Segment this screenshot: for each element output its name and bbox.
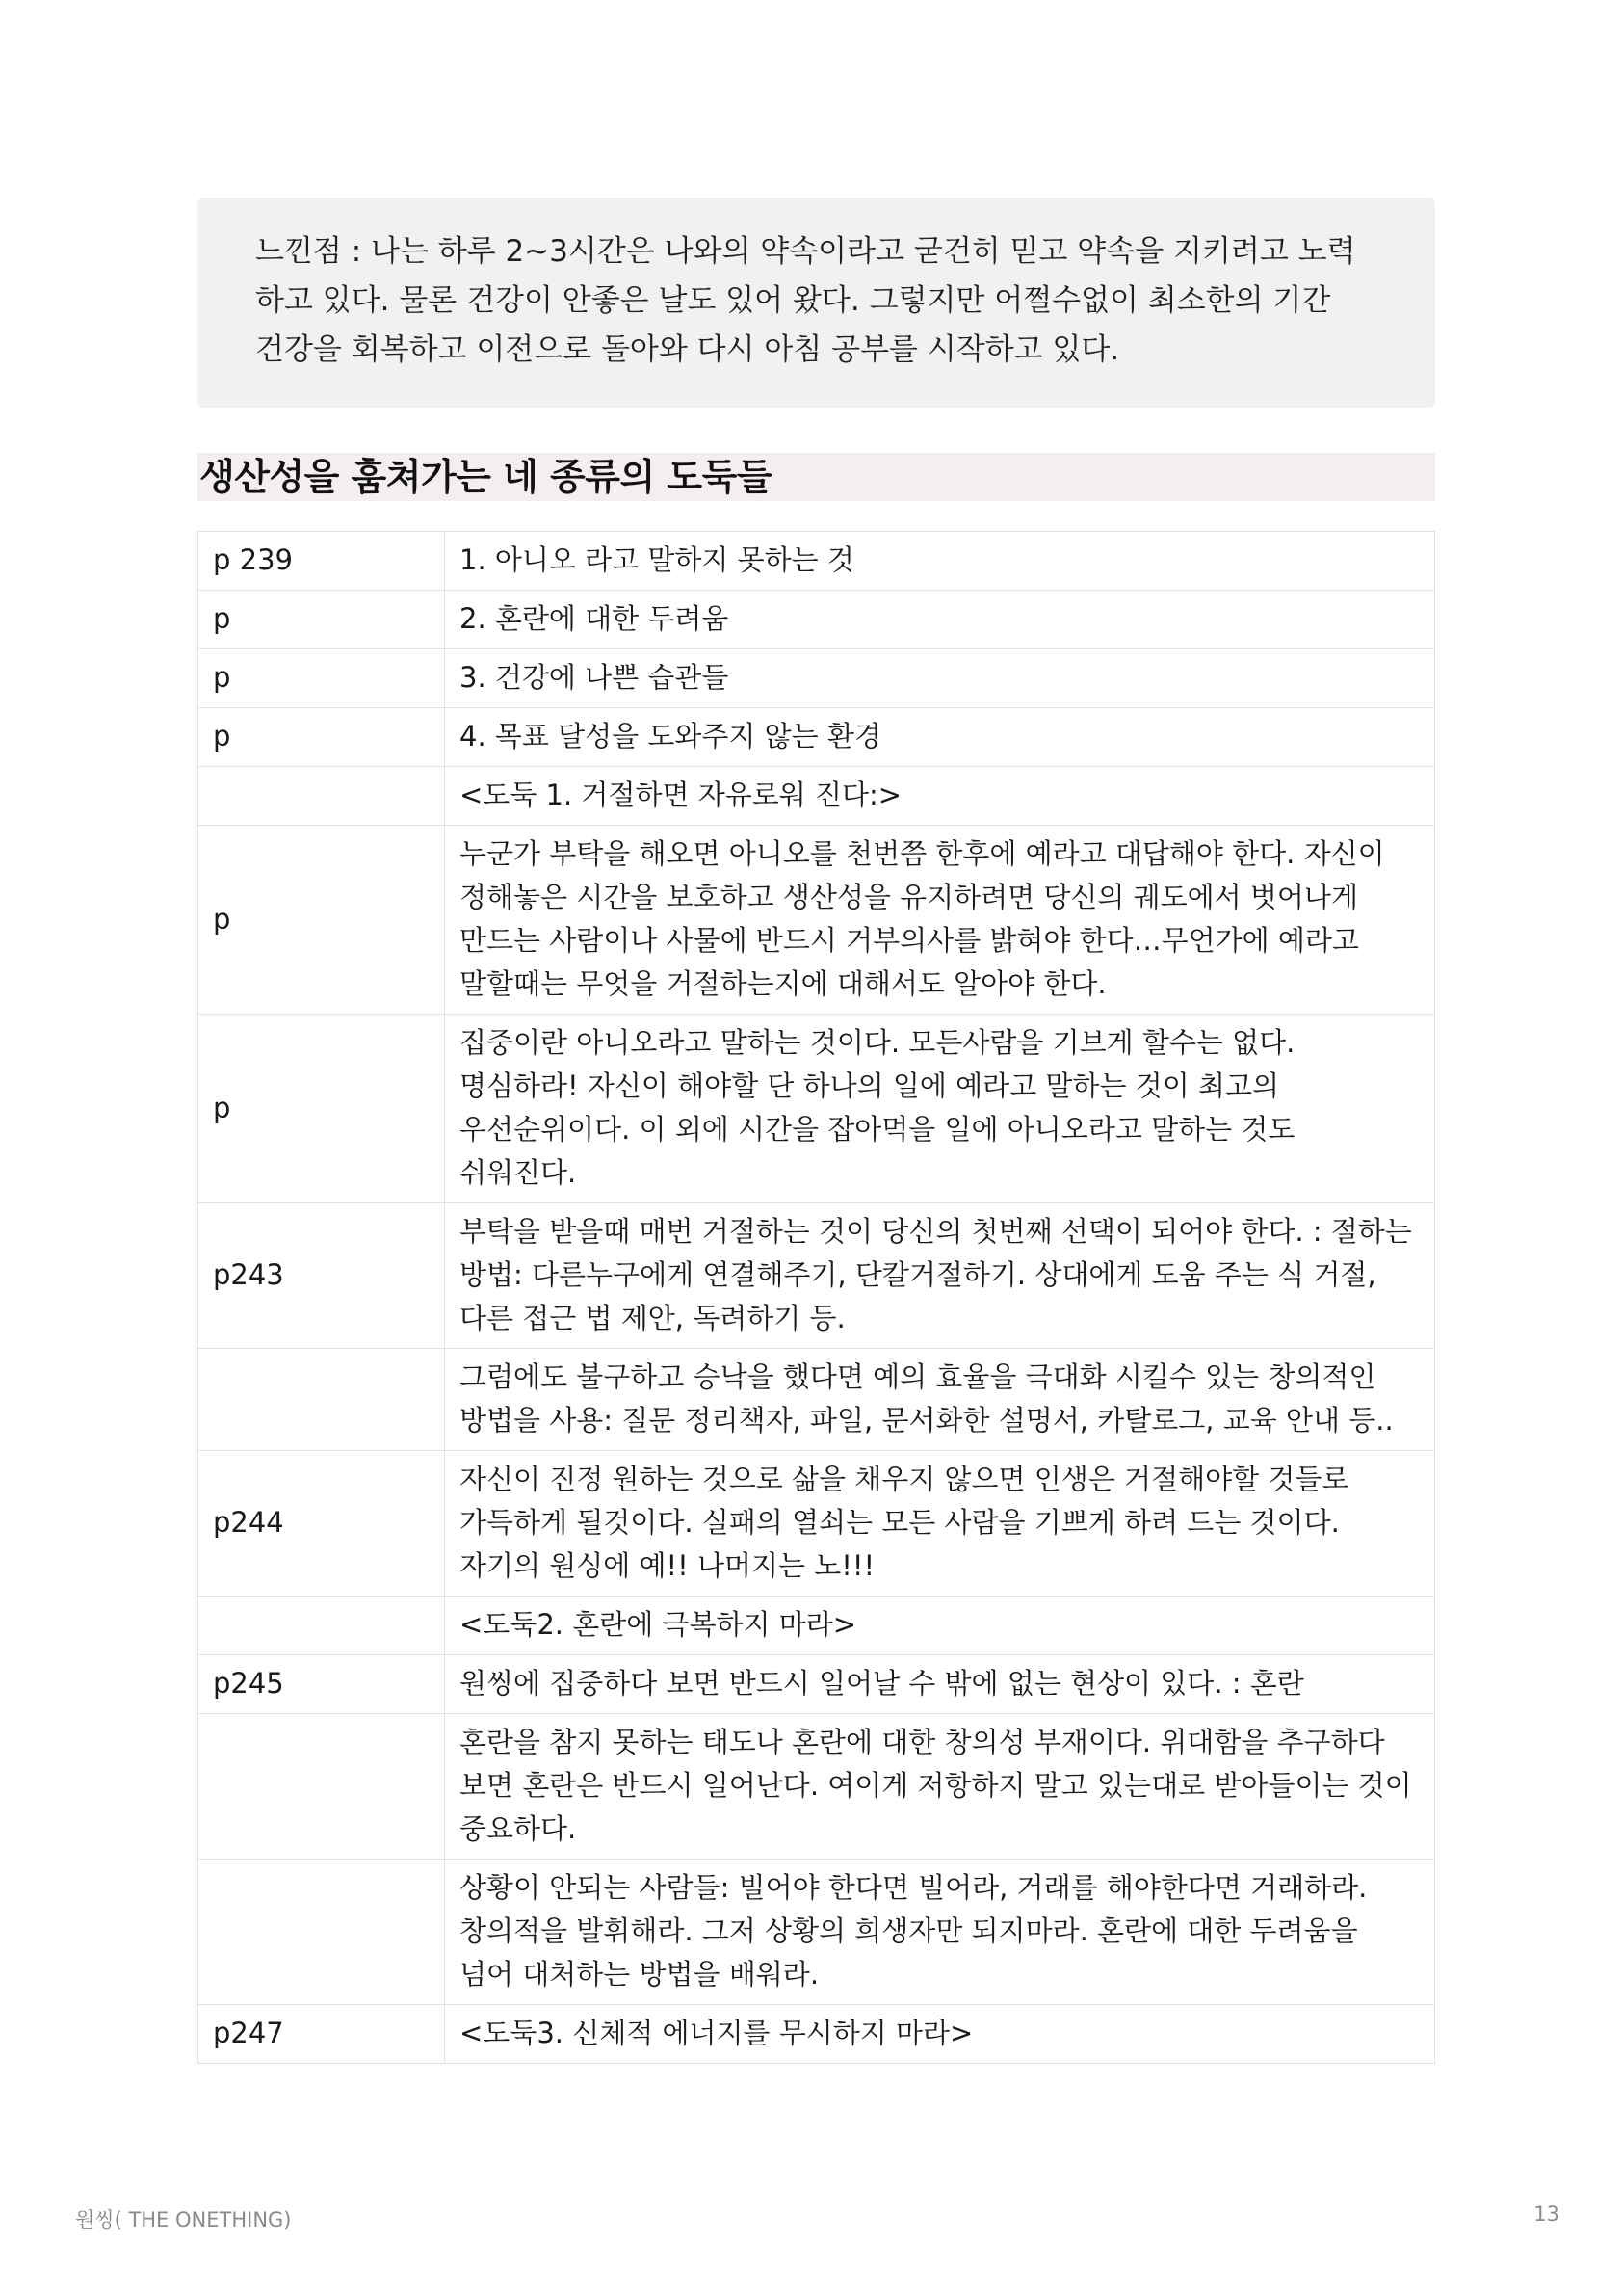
note-text: 자신이 진정 원하는 것으로 삶을 채우지 않으면 인생은 거절해야할 것들로 가득하게 될것이다. 실패의 열쇠는 모든 사람을 기쁘게 하려 드는 것이다. 자기의 원싱에 예!! 나머지는 노!!!	[445, 1451, 1435, 1597]
note-text: 원씽에 집중하다 보면 반드시 일어날 수 밖에 없는 현상이 있다. : 혼란	[445, 1655, 1435, 1714]
table-row	[198, 1451, 1435, 1597]
page-ref: p	[198, 1015, 445, 1203]
page-ref: p245	[198, 1655, 445, 1714]
page-ref: p	[198, 826, 445, 1015]
page-ref	[198, 1860, 445, 2005]
table-row	[198, 591, 1435, 649]
callout-line: 느낀점 : 나는 하루 2~3시간은 나와의 약속이라고 굳건히 믿고 약속을 지키려고 노력	[255, 234, 1356, 269]
note-text: <도둑2. 혼란에 극복하지 마라>	[445, 1597, 1435, 1655]
note-text: 3. 건강에 나쁜 습관들	[445, 649, 1435, 708]
table-row	[198, 767, 1435, 826]
note-text: 4. 목표 달성을 도와주지 않는 환경	[445, 708, 1435, 767]
page-ref: p244	[198, 1451, 445, 1597]
page-ref	[198, 1714, 445, 1860]
table-row	[198, 1655, 1435, 1714]
table-row	[198, 1597, 1435, 1655]
page-number: 13	[1533, 2203, 1559, 2226]
callout-line: 건강을 회복하고 이전으로 돌아와 다시 아침 공부를 시작하고 있다.	[255, 332, 1120, 367]
note-text: <도둑3. 신체적 에너지를 무시하지 마라>	[445, 2005, 1435, 2064]
page-ref	[198, 1349, 445, 1451]
table-row	[198, 1015, 1435, 1203]
table-row	[198, 2005, 1435, 2064]
page-ref: p	[198, 708, 445, 767]
callout-line: 하고 있다. 물론 건강이 안좋은 날도 있어 왔다. 그렇지만 어쩔수없이 최소한의 기간	[255, 283, 1331, 318]
note-text: 2. 혼란에 대한 두려움	[445, 591, 1435, 649]
note-text: 집중이란 아니오라고 말하는 것이다. 모든사람을 기브게 할수는 없다. 명심하라! 자신이 해야할 단 하나의 일에 예라고 말하는 것이 최고의 우선순위이다. 이 외에 시간을 잡아먹을 일에 아니오라고 말하는 것도 쉬워진다.	[445, 1015, 1435, 1203]
footer-title: 원씽( THE ONETHING)	[75, 2208, 292, 2231]
notes-table	[197, 531, 1435, 2064]
table-row	[198, 649, 1435, 708]
table-row	[198, 1203, 1435, 1349]
page-ref: p243	[198, 1203, 445, 1349]
table-row	[198, 708, 1435, 767]
page-ref: p 239	[198, 532, 445, 591]
note-text: 누군가 부탁을 해오면 아니오를 천번쯤 한후에 예라고 대답해야 한다. 자신이 정해놓은 시간을 보호하고 생산성을 유지하려면 당신의 궤도에서 벗어나게 만드는 사람이나 사물에 반드시 거부의사를 밝혀야 한다…무언가에 예라고 말할때는 무엇을 거절하는지에 대해서도 알아야 한다.	[445, 826, 1435, 1015]
table-row	[198, 1349, 1435, 1451]
reflection-callout	[197, 198, 1435, 408]
page-ref: p247	[198, 2005, 445, 2064]
section-heading: 생산성을 훔쳐가는 네 종류의 도둑들	[197, 453, 1435, 501]
page-ref	[198, 1597, 445, 1655]
table-row	[198, 1860, 1435, 2005]
table-row	[198, 532, 1435, 591]
table-row	[198, 826, 1435, 1015]
page-ref: p	[198, 649, 445, 708]
note-text: <도둑 1. 거절하면 자유로워 진다:>	[445, 767, 1435, 826]
note-text: 그럼에도 불구하고 승낙을 했다면 예의 효율을 극대화 시킬수 있는 창의적인 방법을 사용: 질문 정리책자, 파일, 문서화한 설명서, 카탈로그, 교육 안내 등..	[445, 1349, 1435, 1451]
note-text: 혼란을 참지 못하는 태도나 혼란에 대한 창의성 부재이다. 위대함을 추구하다 보면 혼란은 반드시 일어난다. 여이게 저항하지 말고 있는대로 받아들이는 것이 중요하다.	[445, 1714, 1435, 1860]
note-text: 1. 아니오 라고 말하지 못하는 것	[445, 532, 1435, 591]
table-row	[198, 1714, 1435, 1860]
page-ref: p	[198, 591, 445, 649]
page-ref	[198, 767, 445, 826]
note-text: 부탁을 받을때 매번 거절하는 것이 당신의 첫번째 선택이 되어야 한다. : 절하는 방법: 다른누구에게 연결해주기, 단칼거절하기. 상대에게 도움 주는 식 거절, 다른 접근 법 제안, 독려하기 등.	[445, 1203, 1435, 1349]
note-text: 상황이 안되는 사람들: 빌어야 한다면 빌어라, 거래를 해야한다면 거래하라. 창의적을 발휘해라. 그저 상황의 희생자만 되지마라. 혼란에 대한 두려움을 넘어 대처하는 방법을 배워라.	[445, 1860, 1435, 2005]
